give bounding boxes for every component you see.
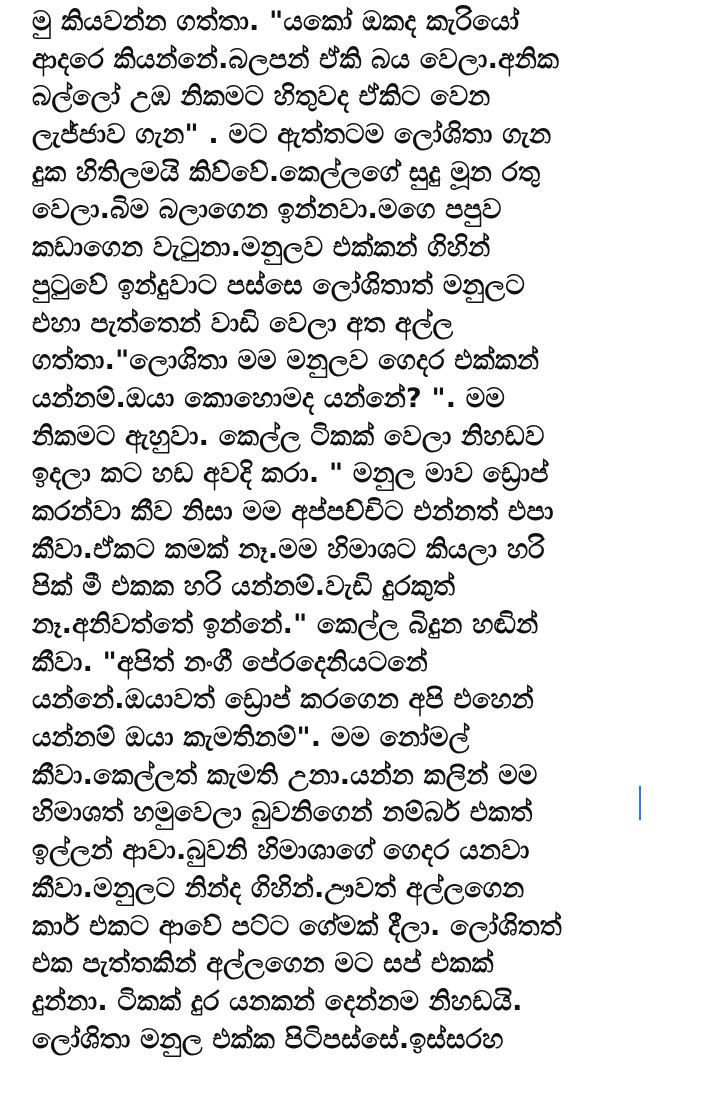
text-line-16: පික් මී එකක හරි යන්නම්.වැඩි දුරකුත් (32, 571, 456, 603)
text-line-10: ගත්තා."ලොශිතා මම මනුලව ගෙදර එක්කන් (32, 345, 540, 377)
text-line-13: ඉදලා කට හඩ අවදි කරා. " මනුල මාව ඩ්‍රොප් (32, 458, 549, 490)
text-line-2: ආදරෙ කියන්නේ.බලපන් ඒකි බය වෙලා.අනික (32, 43, 560, 75)
text-line-8: පුටුවේ ඉන්දුවාට පස්සෙ ලෝශිතාත් මනුලට (32, 269, 525, 301)
text-line-22: හිමාශත් හමුවෙලා බුවනිගෙන් නම්බර් එකත් (32, 797, 533, 829)
text-line-4: ලැජ්ජාව ගැන" . මට ඇත්තටම ලෝශිතා ගැන (32, 119, 552, 151)
text-line-14: කරන්වා කීව නිසා මම අප්පච්චිට එන්නත් එපා (32, 495, 554, 527)
text-line-18: කීවා. "අපිත් නංගී පේරදෙනියටනේ (32, 646, 428, 678)
text-line-7: කඩාගෙන වැටුනා.මනුලව එක්කන් ගිහින් (32, 232, 491, 264)
text-line-27: දුන්නා. ටිකක් දුර යනකන් දෙන්නම නිහඩයි. (32, 985, 523, 1017)
text-line-20: යන්නම් ඔයා කැමතිනම්". මම නෝමල් (32, 722, 470, 754)
text-line-24: කීවා.මනුලට නින්ද ගිහින්.ඌවත් අල්ලගෙන (32, 872, 525, 904)
text-line-1: මු කියවන්න ගත්තා. "යකෝ ඔකද කැරියෝ (32, 6, 520, 37)
text-line-9: එහා පැත්තෙන් වාඩි වෙලා අත අල්ල (32, 307, 454, 339)
text-line-15: කීවා.ඒකට කමක් නෑ.මම හිමාශට කියලා හරි (32, 533, 545, 565)
text-line-28: ලෝශිතා මනුල එක්ක පිටිපස්සේ.ඉස්සරහ (32, 1023, 504, 1055)
text-line-19: යන්නේ.ඔයාවත් ඩ්‍රොප් කරගෙන අපි එහෙන් (32, 684, 534, 716)
text-line-6: වෙලා.බිම බලාගෙන ඉන්නවා.මගෙ පපුව (32, 194, 502, 226)
text-cursor (639, 786, 641, 820)
text-line-26: එක පැත්තකින් අල්ලගෙන මට සප් එකක් (32, 948, 494, 980)
text-line-5: දුක හිතිලමයි කිව්වේ.කෙල්ලගේ සුදු මූන රතු (32, 156, 541, 188)
text-line-12: නිකමට ඇහුවා. කෙල්ල ටිකක් වෙලා නිහඩව (32, 420, 545, 452)
text-body[interactable] (32, 0, 692, 1058)
text-line-3: බල්ලෝ උඹ නිකමට හිතුවද ඒකිට වෙන (32, 81, 491, 113)
text-line-23: ඉල්ලන් ආවා.බුවනි හිමාශාගේ ගෙදර යනවා (32, 835, 530, 867)
text-line-21: කීවා.කෙල්ලත් කැමති උනා.යන්න කලින් මම (32, 759, 538, 791)
text-line-17: නෑ.අනිවත්තේ ඉන්නේ." කෙල්ල බිදුන හඬින් (32, 609, 539, 640)
text-line-25: කාර් එකට ආවේ පට්ට ගේමක් දීලා. ලෝශිතත් (32, 910, 562, 942)
text-line-11: යන්නම්.ඔයා කොහොමද යන්නේ? ". මම (32, 382, 506, 414)
